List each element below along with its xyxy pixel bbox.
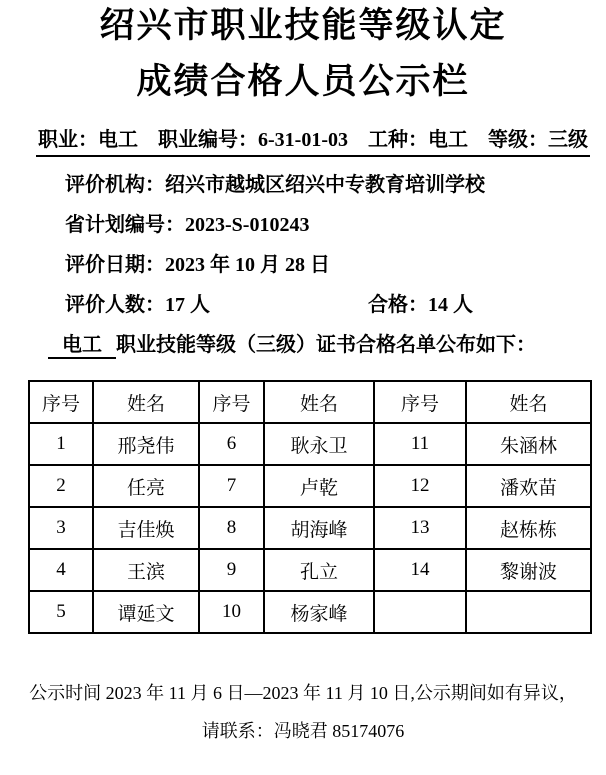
name-cell: 孔立 <box>264 549 374 591</box>
occupation-meta-line <box>36 123 606 157</box>
name-cell: 胡海峰 <box>264 507 374 549</box>
seq-cell: 12 <box>374 465 466 507</box>
pass-count-text: 合格：14 人 <box>368 294 473 316</box>
name-cell: 邢尧伟 <box>93 423 199 465</box>
seq-cell <box>374 591 466 633</box>
occupation-underlined: 电工 <box>48 334 116 359</box>
name-cell: 吉佳焕 <box>93 507 199 549</box>
name-cell: 杨家峰 <box>264 591 374 633</box>
name-cell: 朱涵林 <box>466 423 591 465</box>
seq-cell: 1 <box>29 423 93 465</box>
col-header-seq: 序号 <box>374 381 466 423</box>
pass-roster-table <box>28 380 592 634</box>
name-cell: 潘欢苗 <box>466 465 591 507</box>
evaluation-date-line: 评价日期：2023 年 10 月 28 日 <box>65 254 330 276</box>
name-cell: 赵栋栋 <box>466 507 591 549</box>
name-cell <box>466 591 591 633</box>
table-header-row <box>29 381 591 423</box>
seq-cell: 11 <box>374 423 466 465</box>
info-section <box>0 165 606 365</box>
occupation-meta-text: 职业：电工 职业编号：6-31-01-03 工种：电工 等级：三级 <box>36 123 590 157</box>
table-row <box>29 465 591 507</box>
seq-cell: 9 <box>199 549 264 591</box>
seq-cell: 5 <box>29 591 93 633</box>
evaluation-agency-line: 评价机构：绍兴市越城区绍兴中专教育培训学校 <box>65 174 485 196</box>
seq-cell: 2 <box>29 465 93 507</box>
seq-cell: 10 <box>199 591 264 633</box>
roster-intro-line <box>48 325 606 365</box>
evaluation-count-line <box>65 285 606 325</box>
seq-cell: 7 <box>199 465 264 507</box>
col-header-name: 姓名 <box>264 381 374 423</box>
col-header-name: 姓名 <box>466 381 591 423</box>
name-cell: 耿永卫 <box>264 423 374 465</box>
provincial-plan-number-line: 省计划编号：2023-S-010243 <box>65 214 310 236</box>
name-cell: 王滨 <box>93 549 199 591</box>
seq-cell: 4 <box>29 549 93 591</box>
table-row <box>29 423 591 465</box>
document-title-line1: 绍兴市职业技能等级认定 <box>99 6 507 45</box>
seq-cell: 8 <box>199 507 264 549</box>
seq-cell: 6 <box>199 423 264 465</box>
document-title-line2: 成绩合格人员公示栏 <box>136 62 470 101</box>
footer-section <box>0 674 606 750</box>
col-header-seq: 序号 <box>29 381 93 423</box>
name-cell: 任亮 <box>93 465 199 507</box>
evaluation-count-text: 评价人数：17 人 <box>65 294 210 316</box>
col-header-seq: 序号 <box>199 381 264 423</box>
name-cell: 卢乾 <box>264 465 374 507</box>
table-row <box>29 591 591 633</box>
table-row <box>29 549 591 591</box>
name-cell: 黎谢波 <box>466 549 591 591</box>
col-header-name: 姓名 <box>93 381 199 423</box>
contact-line: 请联系：冯晓君 85174076 <box>201 721 405 741</box>
publicity-period-line: 公示时间 2023 年 11 月 6 日—2023 年 11 月 10 日,公示期间如有异议， <box>29 683 577 703</box>
roster-intro-text: 职业技能等级（三级）证书合格名单公布如下： <box>116 334 536 356</box>
seq-cell: 13 <box>374 507 466 549</box>
name-cell: 谭延文 <box>93 591 199 633</box>
seq-cell: 3 <box>29 507 93 549</box>
table-row <box>29 507 591 549</box>
seq-cell: 14 <box>374 549 466 591</box>
